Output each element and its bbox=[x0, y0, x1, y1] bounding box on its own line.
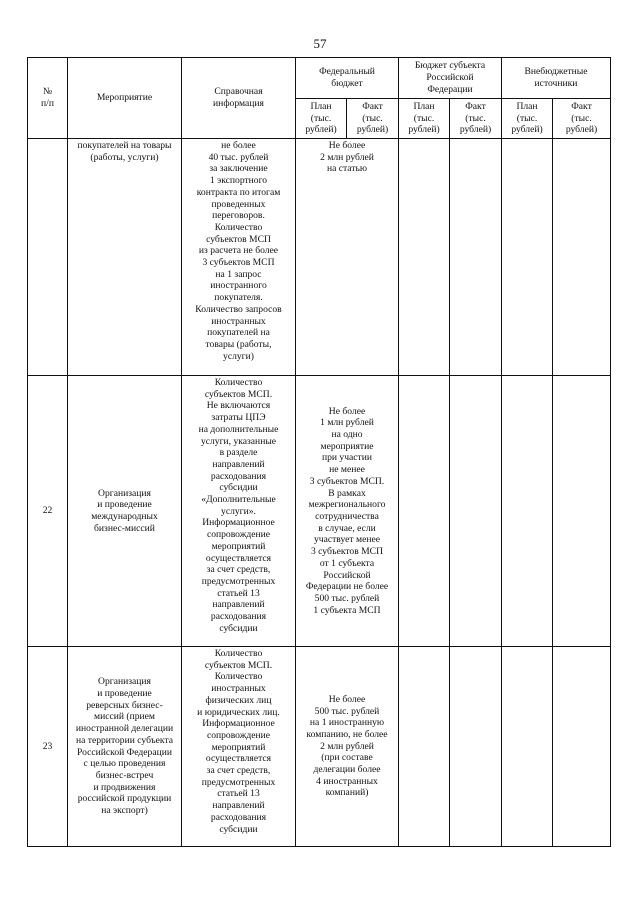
text-line: Не более bbox=[328, 405, 366, 417]
text-line: Количество запросов bbox=[195, 303, 282, 315]
text-line: сопровождение bbox=[206, 729, 271, 741]
row-federal-plan bbox=[296, 139, 399, 376]
text-line: иностранных bbox=[211, 315, 266, 327]
row-info bbox=[182, 139, 296, 376]
row-event bbox=[68, 647, 182, 847]
text-line: участвует менее bbox=[313, 534, 381, 546]
text-line: 2 млн рублей bbox=[320, 151, 374, 163]
row-info bbox=[182, 376, 296, 647]
text-line: от 1 субъекта bbox=[319, 557, 375, 569]
text-line: покупателей на товары bbox=[77, 140, 172, 151]
text-line: бизнес-миссий bbox=[94, 522, 155, 534]
text-line: Бюджет субъекта bbox=[414, 60, 486, 72]
text-line: проведенных bbox=[211, 198, 266, 210]
text-line: за заключение bbox=[209, 163, 268, 175]
text-line: покупателей на bbox=[207, 327, 270, 339]
text-line: осуществляется bbox=[205, 552, 272, 564]
text-line: реверсных бизнес- bbox=[86, 699, 163, 711]
text-line: Факт bbox=[362, 100, 383, 112]
text-line: с целью проведения bbox=[83, 758, 166, 770]
text-line: субсидии bbox=[219, 622, 258, 634]
text-line: субъектов МСП. bbox=[204, 388, 273, 400]
row-number bbox=[28, 139, 68, 376]
row-extra-fact bbox=[553, 139, 611, 376]
text-line: п/п bbox=[41, 98, 54, 109]
text-line: Российской bbox=[323, 569, 371, 581]
text-line: статьей 13 bbox=[217, 788, 260, 800]
row-regional-fact bbox=[450, 376, 502, 647]
text-line: Количество bbox=[214, 648, 263, 659]
text-line: План bbox=[310, 100, 332, 112]
text-line: из расчета не более bbox=[198, 245, 279, 257]
text-line: Федерации не более bbox=[305, 581, 389, 593]
text-line: миссий (прием bbox=[94, 711, 155, 723]
text-line: затраты ЦПЭ bbox=[211, 412, 266, 424]
table-row bbox=[28, 647, 611, 847]
text-line: услуги, указанные bbox=[200, 435, 277, 447]
text-line: Количество bbox=[214, 377, 263, 388]
text-line: иностранной делегации bbox=[75, 723, 174, 735]
text-line: 3 субъектов МСП. bbox=[309, 475, 385, 487]
text-line: направлений bbox=[212, 599, 265, 611]
text-line: (работы, услуги) bbox=[90, 151, 159, 163]
text-line: Федеральный bbox=[319, 66, 375, 78]
text-line: № bbox=[42, 86, 53, 98]
text-line: 500 тыс. рублей bbox=[314, 592, 380, 604]
header-event: Мероприятие bbox=[68, 58, 182, 139]
header-info bbox=[182, 58, 296, 139]
row-regional-fact bbox=[450, 139, 502, 376]
text-line: субъектов МСП. bbox=[204, 659, 273, 671]
text-line: Не включаются bbox=[206, 400, 271, 412]
text-line: План bbox=[516, 100, 538, 112]
text-line: на дополнительные bbox=[198, 423, 279, 435]
text-line: Количество bbox=[214, 671, 263, 683]
text-line: 40 тыс. рублей bbox=[208, 151, 269, 163]
text-line: 3 субъектов МСП bbox=[310, 546, 384, 558]
text-line: на экспорт) bbox=[101, 805, 148, 817]
text-line: при участии bbox=[321, 452, 373, 464]
text-line: бизнес-встреч bbox=[95, 769, 154, 781]
text-line: Количество bbox=[214, 221, 263, 233]
text-line: мероприятий bbox=[211, 741, 266, 753]
text-line: рублей) bbox=[408, 124, 440, 136]
text-line: (тыс. bbox=[362, 112, 383, 124]
text-line: (тыс. bbox=[465, 112, 486, 124]
text-line: Российской Федерации bbox=[77, 746, 172, 758]
text-line: Не более bbox=[328, 693, 366, 705]
text-line: (тыс. bbox=[516, 112, 538, 124]
text-line: сопровождение bbox=[206, 529, 271, 541]
text-line: (тыс. bbox=[310, 112, 332, 124]
row-event bbox=[68, 139, 182, 376]
text-line: 1 экспортного bbox=[209, 175, 268, 187]
text-line: 1 субъекта МСП bbox=[313, 604, 381, 616]
text-line: услуги) bbox=[223, 350, 254, 362]
text-line: 2 млн рублей bbox=[320, 740, 374, 752]
text-line: и проведение bbox=[97, 499, 152, 511]
text-line: в случае, если bbox=[318, 522, 376, 534]
text-line: (при составе bbox=[321, 752, 373, 764]
text-line: расходования bbox=[210, 811, 267, 823]
text-line: Внебюджетные bbox=[524, 66, 588, 78]
text-line: компаний) bbox=[325, 787, 369, 799]
text-line: Не более bbox=[328, 140, 366, 151]
text-line: информация bbox=[213, 98, 264, 109]
header-regional-plan bbox=[399, 99, 450, 139]
header-federal-fact bbox=[347, 99, 399, 139]
text-line: рублей) bbox=[305, 124, 337, 136]
row-extra-plan bbox=[502, 647, 553, 847]
row-regional-plan bbox=[399, 139, 450, 376]
text-line: на статью bbox=[326, 163, 368, 175]
text-line: Информационное bbox=[202, 718, 275, 730]
text-line: на территории субъекта bbox=[75, 734, 174, 746]
text-line: Справочная bbox=[214, 86, 263, 98]
text-line: рублей) bbox=[565, 124, 598, 136]
text-line: компанию, не более bbox=[306, 728, 388, 740]
text-line: мероприятий bbox=[211, 540, 266, 552]
text-line: переговоров. bbox=[212, 210, 265, 222]
header-row-top bbox=[28, 58, 611, 99]
row-regional-fact bbox=[450, 647, 502, 847]
row-extra-fact bbox=[553, 376, 611, 647]
text-line: товары (работы, bbox=[205, 338, 272, 350]
text-line: (тыс. bbox=[413, 112, 435, 124]
text-line: международных bbox=[91, 511, 158, 522]
row-extra-plan bbox=[502, 376, 553, 647]
text-line: рублей) bbox=[459, 124, 492, 136]
text-line: иностранного bbox=[210, 280, 267, 292]
text-line: осуществляется bbox=[205, 753, 272, 765]
row-number: 22 bbox=[28, 376, 68, 647]
row-regional-plan bbox=[399, 647, 450, 847]
text-line: на одно bbox=[331, 429, 363, 441]
text-line: 3 субъектов МСП bbox=[202, 257, 275, 269]
text-line: и юридических лиц. bbox=[197, 706, 280, 718]
text-line: не более bbox=[221, 140, 256, 151]
text-line: Факт bbox=[465, 100, 486, 112]
header-federal-budget bbox=[296, 58, 399, 99]
text-line: источники bbox=[534, 78, 578, 89]
row-regional-plan bbox=[399, 376, 450, 647]
text-line: бюджет bbox=[331, 78, 363, 89]
text-line: субъектов МСП bbox=[206, 233, 271, 245]
text-line: Факт bbox=[571, 100, 592, 112]
text-line: и проведение bbox=[97, 687, 152, 699]
text-line: мероприятие bbox=[320, 440, 374, 452]
text-line: 4 иностранных bbox=[316, 775, 378, 787]
text-line: расходования bbox=[210, 470, 267, 482]
header-extra-fact bbox=[553, 99, 611, 139]
page-number: 57 bbox=[313, 36, 327, 51]
text-line: иностранных bbox=[211, 683, 266, 695]
header-regional-budget bbox=[399, 58, 502, 99]
text-line: в разделе bbox=[219, 447, 258, 459]
text-line: статьей 13 bbox=[217, 587, 260, 599]
row-federal-plan bbox=[296, 647, 399, 847]
text-line: направлений bbox=[212, 458, 265, 470]
text-line: межрегионального bbox=[308, 499, 386, 511]
row-extra-fact bbox=[553, 647, 611, 847]
text-line: Информационное bbox=[202, 517, 275, 529]
text-line: направлений bbox=[212, 800, 265, 812]
text-line: за счет средств, bbox=[206, 564, 271, 576]
row-federal-plan bbox=[296, 376, 399, 647]
text-line: «Дополнительные bbox=[201, 494, 276, 506]
text-line: субсидии bbox=[219, 823, 258, 835]
text-line: Организация bbox=[98, 676, 151, 688]
text-line: Организация bbox=[98, 487, 151, 499]
text-line: и продвижения bbox=[93, 781, 156, 793]
text-line: рублей) bbox=[511, 124, 543, 136]
text-line: на 1 иностранную bbox=[309, 717, 385, 729]
text-line: покупателя. bbox=[214, 292, 263, 304]
header-extra-plan bbox=[502, 99, 553, 139]
text-line: Российской bbox=[426, 72, 474, 84]
text-line: Федерации bbox=[427, 83, 473, 95]
text-line: 1 млн рублей bbox=[320, 417, 374, 429]
table-row bbox=[28, 139, 611, 376]
text-line: План bbox=[413, 100, 435, 112]
text-line: 500 тыс. рублей bbox=[314, 705, 380, 717]
row-info bbox=[182, 647, 296, 847]
text-line: предусмотренных bbox=[201, 575, 276, 587]
text-line: не менее bbox=[329, 464, 365, 476]
text-line: делегации более bbox=[313, 764, 381, 776]
text-line: за счет средств, bbox=[206, 765, 271, 777]
header-num bbox=[28, 58, 68, 139]
header-regional-fact bbox=[450, 99, 502, 139]
text-line: услуги». bbox=[221, 505, 256, 517]
header-federal-plan bbox=[296, 99, 347, 139]
row-number: 23 bbox=[28, 647, 68, 847]
text-line: расходования bbox=[210, 611, 267, 623]
text-line: на 1 запрос bbox=[215, 268, 262, 280]
row-event bbox=[68, 376, 182, 647]
text-line: сотрудничества bbox=[315, 511, 379, 522]
text-line: субсидии bbox=[219, 482, 258, 494]
text-line: российской продукции bbox=[77, 793, 172, 805]
row-extra-plan bbox=[502, 139, 553, 376]
header-extrabudgetary bbox=[502, 58, 611, 99]
text-line: предусмотренных bbox=[201, 776, 276, 788]
table-row bbox=[28, 376, 611, 647]
text-line: рублей) bbox=[356, 124, 389, 136]
text-line: контракта по итогам bbox=[196, 186, 281, 198]
text-line: (тыс. bbox=[571, 112, 592, 124]
budget-table bbox=[27, 57, 611, 847]
text-line: физических лиц bbox=[205, 694, 272, 706]
text-line: В рамках bbox=[328, 487, 366, 499]
